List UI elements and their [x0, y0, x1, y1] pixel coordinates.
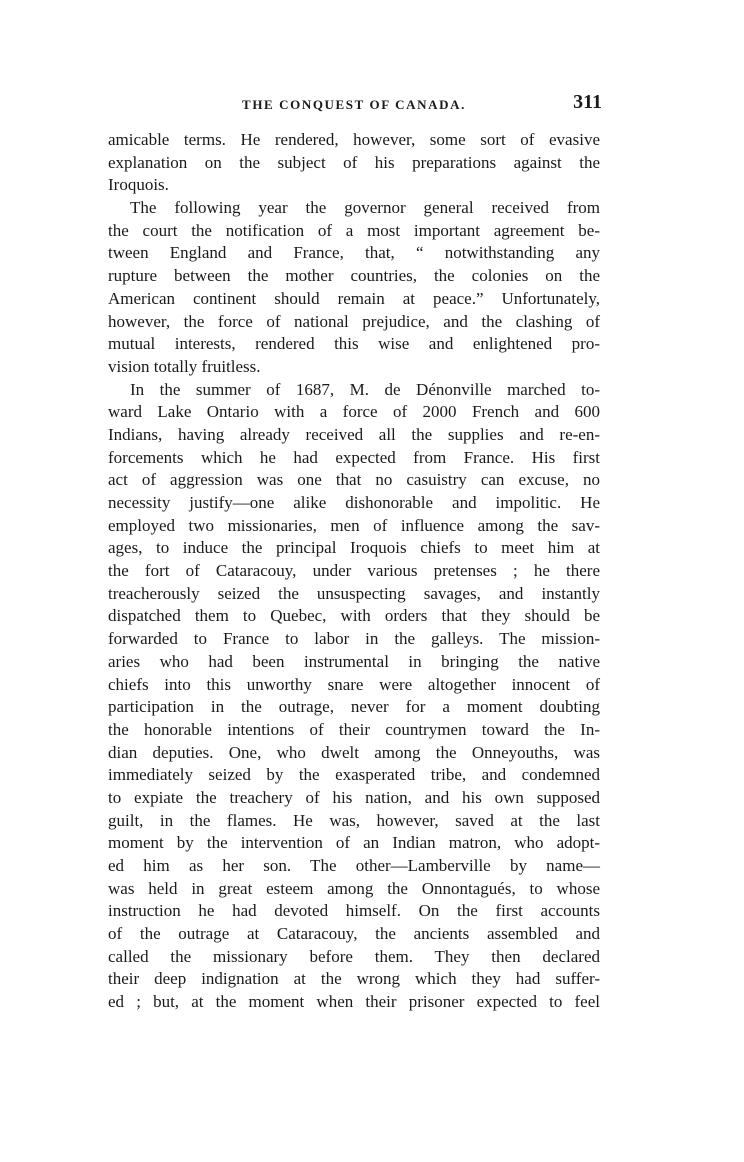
text-line: necessity justify—one alike dishonorable and impolitic. He: [108, 493, 600, 512]
text-line: act of aggression was one that no casuistry can excuse, no: [108, 470, 600, 490]
text-line: participation in the outrage, never for a moment doubting: [108, 697, 600, 717]
text-line: The following year the governor general received from: [130, 198, 600, 218]
text-line: their deep indignation at the wrong which they had suffer-: [108, 969, 600, 989]
text-line: the court the notification of a most important agreement be-: [108, 220, 600, 240]
text-line: treacherously seized the unsuspecting savages, and instantly: [108, 583, 600, 603]
text-line: mutual interests, rendered this wise and enlightened pro-: [108, 334, 600, 354]
page-number: 311: [573, 91, 602, 113]
text-line: American continent should remain at peace.” Unfortunately,: [108, 288, 600, 308]
text-line: called the missionary before them. They then declared: [108, 946, 600, 966]
text-line: immediately seized by the exasperated tribe, and condemned: [108, 765, 600, 785]
text-line: explanation on the subject of his preparations against the: [108, 152, 600, 172]
text-line: forwarded to France to labor in the galleys. The mission-: [108, 629, 600, 649]
text-line: ages, to induce the principal Iroquois chiefs to meet him at: [108, 538, 600, 558]
text-line: of the outrage at Cataracouy, the ancients assembled and: [108, 924, 600, 944]
text-line: was held in great esteem among the Onnontagués, to whose: [108, 878, 600, 898]
page-header: [108, 92, 600, 120]
text-line: dian deputies. One, who dwelt among the Onneyouths, was: [108, 742, 600, 762]
text-line: aries who had been instrumental in bringing the native: [108, 651, 600, 671]
text-line: tween England and France, that, “ notwithstanding any: [108, 243, 600, 263]
running-title: THE CONQUEST OF CANADA.: [242, 97, 466, 112]
text-line: In the summer of 1687, M. de Dénonville marched to-: [130, 379, 600, 399]
text-line: the honorable intentions of their countrymen toward the In-: [108, 719, 600, 739]
text-line: to expiate the treachery of his nation, and his own supposed: [108, 787, 600, 807]
text-line: employed two missionaries, men of influence among the sav-: [108, 515, 600, 535]
text-line: ed him as her son. The other—Lamberville by name—: [108, 856, 600, 875]
text-line: instruction he had devoted himself. On the first accounts: [108, 901, 600, 921]
body-text: [108, 129, 600, 1014]
text-line: guilt, in the flames. He was, however, saved at the last: [108, 810, 600, 830]
text-line: vision totally fruitless.: [108, 356, 261, 376]
text-line: amicable terms. He rendered, however, some sort of evasive: [108, 130, 600, 149]
text-line: Iroquois.: [108, 175, 169, 195]
text-line: the fort of Cataracouy, under various pretenses ; he there: [108, 561, 600, 581]
text-line: Indians, having already received all the supplies and re-en-: [108, 424, 600, 444]
text-line: forcements which he had expected from France. His first: [108, 447, 600, 467]
text-line: chiefs into this unworthy snare were altogether innocent of: [108, 674, 600, 694]
book-page: [108, 92, 600, 1014]
text-line: rupture between the mother countries, the colonies on the: [108, 266, 600, 286]
text-line: however, the force of national prejudice, and the clashing of: [108, 311, 600, 331]
text-line: moment by the intervention of an Indian matron, who adopt-: [108, 833, 600, 853]
text-line: ward Lake Ontario with a force of 2000 French and 600: [108, 402, 600, 422]
text-line: dispatched them to Quebec, with orders that they should be: [108, 606, 600, 626]
text-line: ed ; but, at the moment when their prisoner expected to feel: [108, 992, 600, 1012]
